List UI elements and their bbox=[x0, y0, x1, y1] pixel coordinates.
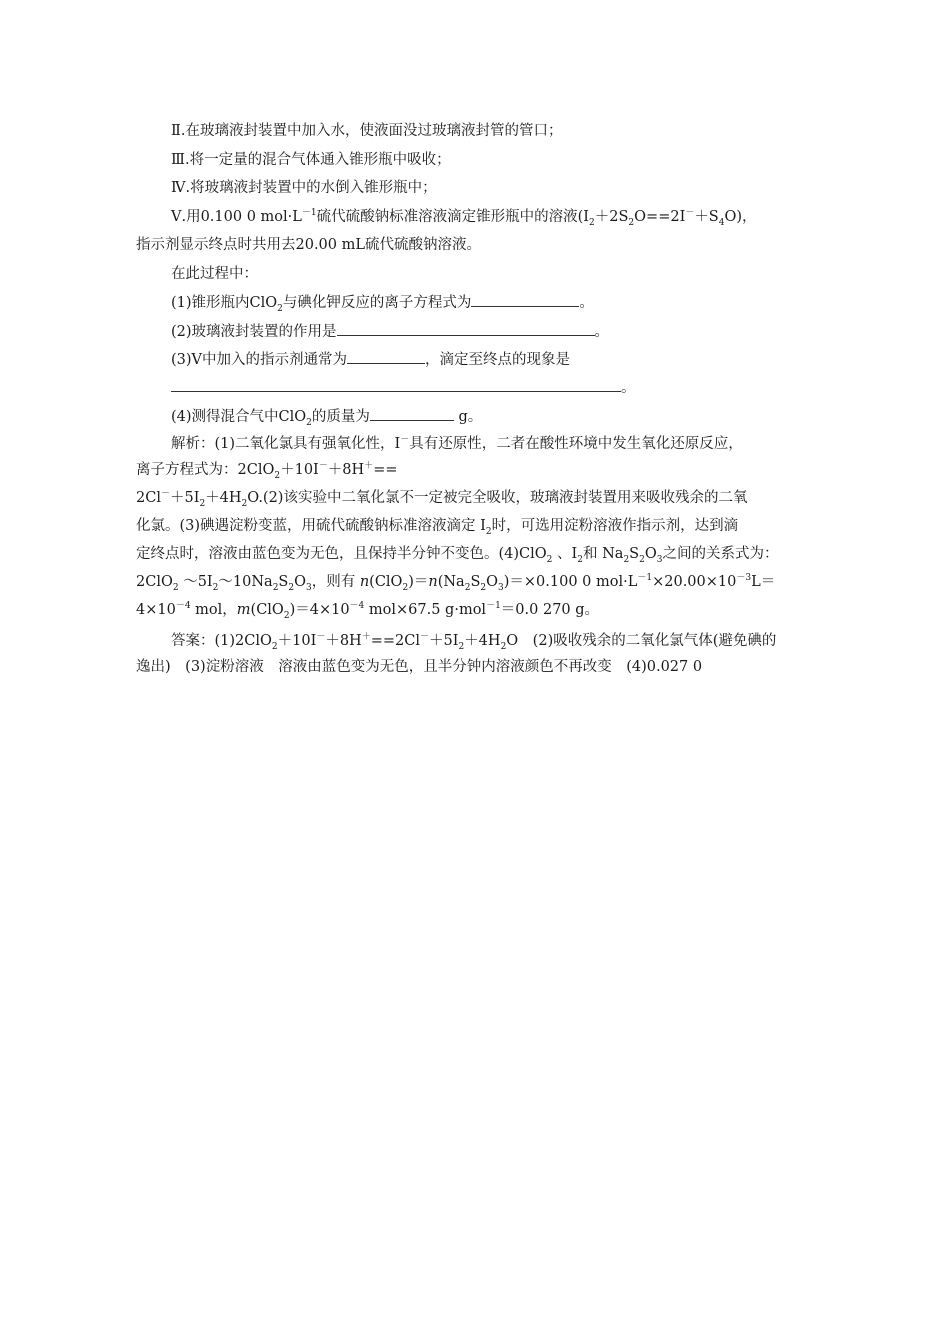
answer-line-2: 逸出) (3)淀粉溶液 溶液由蓝色变为无色，且半分钟内溶液颜色不再改变 (4)0.027 0 bbox=[136, 659, 703, 675]
analysis-line-7: $4\times 10^{-4}$ mol，$m(ClO_2)=4\times 10^{-4}$ mol×67.5 g·mol$^{-1}$＝0.0 270 g。 bbox=[136, 601, 600, 621]
question-4: (4)测得混合气中ClO$_2$的质量为 g。 bbox=[171, 406, 482, 427]
answer-blank-1[interactable] bbox=[471, 292, 579, 307]
questions-intro: 在此过程中： bbox=[171, 266, 258, 282]
answer-blank-3a[interactable] bbox=[347, 349, 425, 364]
step-2: Ⅱ.在玻璃液封装置中加入水，使液面没过玻璃液封管的管口； bbox=[171, 123, 563, 139]
analysis-line-6: 2ClO$_2$ $\sim 5I_2\sim 10Na_2S_2O_3$，则有 $n(ClO_2)=n(Na_2S_2O_3)=\times 0.100$ 0 $mol\cdot L^{-1}\times 20.00\times 10^{-3}L=$ bbox=[136, 573, 776, 593]
analysis-line-2: 离子方程式为：2ClO$_2$＋10I－＋8H＋== bbox=[136, 461, 398, 481]
step-5-line-2: 指示剂显示终点时共用去20.00 mL硫代硫酸钠溶液。 bbox=[136, 237, 481, 253]
answer-blank-3b[interactable] bbox=[171, 377, 621, 392]
answer-line-1: 答案：$(1)2ClO_2+10I^-+8H^+==2Cl^-+5I_2+4H_2O$ (2)吸收残余的二氧化氯气体(避免碘的 bbox=[171, 632, 777, 652]
step-4: Ⅳ.将玻璃液封装置中的水倒入锥形瓶中； bbox=[171, 180, 437, 196]
question-2: (2)玻璃液封装置的作用是 。 bbox=[171, 321, 609, 342]
step-5: Ⅴ.用0.100 0 $mol\cdot L^{-1}$硫代硫酸钠标准溶液滴定锥形瓶中的溶液$(I_2+2S_2O==2I^-+S_4O)$， bbox=[171, 208, 757, 228]
analysis-line-5: 定终点时，溶液由蓝色变为无色，且保持半分钟不变色。(4)ClO$_2$ 、$I_2$和 $Na_2S_2O_3$之间的关系式为： bbox=[136, 546, 779, 565]
answer-blank-2[interactable] bbox=[337, 321, 595, 336]
analysis-line-4: 化氯。(3)碘遇淀粉变蓝，用硫代硫酸钠标准溶液滴定 $I_2$时，可选用淀粉溶液作指示剂，达到滴 bbox=[136, 518, 739, 537]
step-3: Ⅲ.将一定量的混合气体通入锥形瓶中吸收； bbox=[171, 152, 451, 168]
question-3-line-2: 。 bbox=[171, 377, 636, 398]
analysis-line-3: $2Cl^-+5I_2+4H_2O.(2)$该实验中二氧化氯不一定被完全吸收，玻璃液封装置用来吸收残余的二氧 bbox=[136, 489, 748, 509]
answer-blank-4[interactable] bbox=[370, 406, 454, 421]
question-3: (3)Ⅴ中加入的指示剂通常为 ，滴定至终点的现象是 bbox=[171, 349, 570, 370]
analysis-line-1: 解析：(1)二氧化氯具有强氧化性，I－具有还原性，二者在酸性环境中发生氧化还原反应， bbox=[171, 435, 743, 452]
question-1: (1)锥形瓶内ClO$_2$与碘化钾反应的离子方程式为 。 bbox=[171, 292, 594, 313]
